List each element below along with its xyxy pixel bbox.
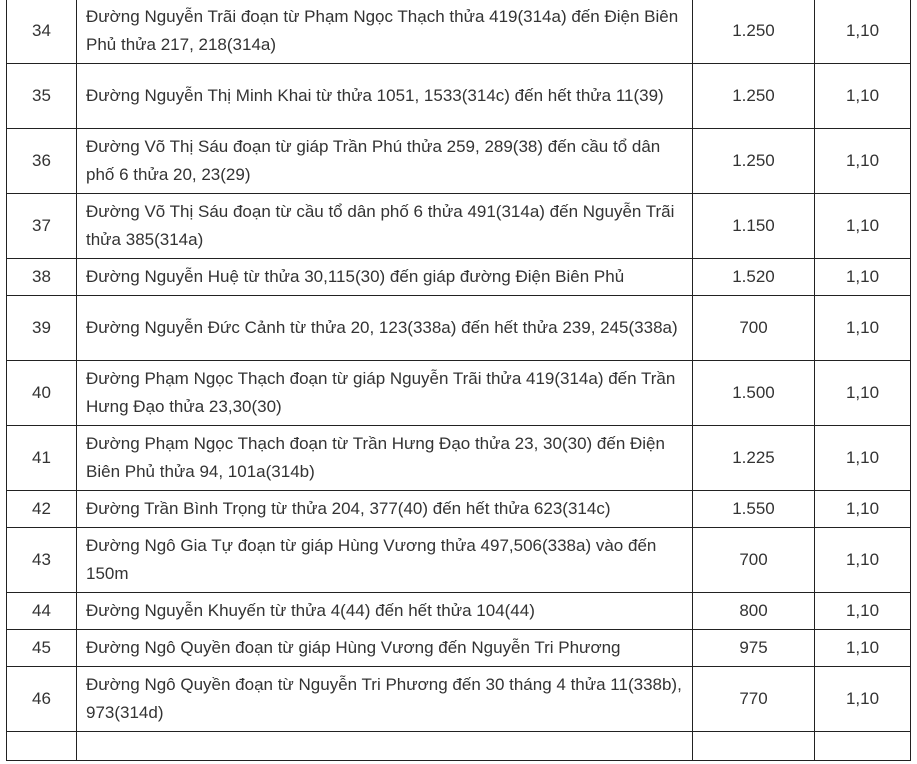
row-number: 46 (7, 667, 77, 732)
street-segment: Đường Ngô Quyền đoạn từ Nguyễn Tri Phương đến 30 tháng 4 thửa 11(338b), 973(314d) (77, 667, 693, 732)
coefficient-value: 1,10 (815, 194, 911, 259)
coefficient-value: 1,10 (815, 129, 911, 194)
table-row (7, 528, 911, 593)
price-value: 1.225 (693, 426, 815, 491)
price-value: 1.520 (693, 259, 815, 296)
price-value: 770 (693, 667, 815, 732)
price-value (693, 732, 815, 761)
price-value: 1.500 (693, 361, 815, 426)
table-row-partial (7, 732, 911, 761)
coefficient-value: 1,10 (815, 259, 911, 296)
coefficient-value: 1,10 (815, 630, 911, 667)
street-segment: Đường Phạm Ngọc Thạch đoạn từ giáp Nguyễn Trãi thửa 419(314a) đến Trần Hưng Đạo thửa 23,30(30) (77, 361, 693, 426)
coefficient-value: 1,10 (815, 426, 911, 491)
price-value: 700 (693, 296, 815, 361)
coefficient-value: 1,10 (815, 64, 911, 129)
coefficient-value: 1,10 (815, 593, 911, 630)
street-segment (77, 732, 693, 761)
price-value: 1.250 (693, 0, 815, 64)
row-number: 36 (7, 129, 77, 194)
street-segment: Đường Trần Bình Trọng từ thửa 204, 377(40) đến hết thửa 623(314c) (77, 491, 693, 528)
street-segment: Đường Võ Thị Sáu đoạn từ cầu tổ dân phố 6 thửa 491(314a) đến Nguyễn Trãi thửa 385(314a) (77, 194, 693, 259)
coefficient-value: 1,10 (815, 528, 911, 593)
street-segment: Đường Nguyễn Thị Minh Khai từ thửa 1051, 1533(314c) đến hết thửa 11(39) (77, 64, 693, 129)
coefficient-value: 1,10 (815, 0, 911, 64)
price-value: 1.150 (693, 194, 815, 259)
row-number: 43 (7, 528, 77, 593)
coefficient-value: 1,10 (815, 491, 911, 528)
street-segment: Đường Nguyễn Khuyến từ thửa 4(44) đến hết thửa 104(44) (77, 593, 693, 630)
street-segment: Đường Phạm Ngọc Thạch đoạn từ Trần Hưng Đạo thửa 23, 30(30) đến Điện Biên Phủ thửa 94, 101a(314b) (77, 426, 693, 491)
table-row (7, 129, 911, 194)
table-row (7, 426, 911, 491)
street-segment: Đường Nguyễn Trãi đoạn từ Phạm Ngọc Thạch thửa 419(314a) đến Điện Biên Phủ thửa 217, 218(314a) (77, 0, 693, 64)
coefficient-value: 1,10 (815, 296, 911, 361)
land-price-table (6, 0, 911, 761)
coefficient-value: 1,10 (815, 361, 911, 426)
table-row (7, 259, 911, 296)
price-value: 700 (693, 528, 815, 593)
street-segment: Đường Nguyễn Huệ từ thửa 30,115(30) đến giáp đường Điện Biên Phủ (77, 259, 693, 296)
row-number: 42 (7, 491, 77, 528)
row-number: 40 (7, 361, 77, 426)
table-row (7, 0, 911, 64)
street-segment: Đường Ngô Quyền đoạn từ giáp Hùng Vương đến Nguyễn Tri Phương (77, 630, 693, 667)
table-row (7, 64, 911, 129)
street-segment: Đường Võ Thị Sáu đoạn từ giáp Trần Phú thửa 259, 289(38) đến cầu tổ dân phố 6 thửa 20, 23(29) (77, 129, 693, 194)
row-number: 45 (7, 630, 77, 667)
street-segment: Đường Ngô Gia Tự đoạn từ giáp Hùng Vương thửa 497,506(338a) vào đến 150m (77, 528, 693, 593)
row-number: 41 (7, 426, 77, 491)
coefficient-value (815, 732, 911, 761)
table-row (7, 194, 911, 259)
coefficient-value: 1,10 (815, 667, 911, 732)
row-number (7, 732, 77, 761)
street-segment: Đường Nguyễn Đức Cảnh từ thửa 20, 123(338a) đến hết thửa 239, 245(338a) (77, 296, 693, 361)
row-number: 39 (7, 296, 77, 361)
price-value: 800 (693, 593, 815, 630)
row-number: 37 (7, 194, 77, 259)
price-value: 1.250 (693, 64, 815, 129)
table-row (7, 491, 911, 528)
row-number: 34 (7, 0, 77, 64)
table-row (7, 593, 911, 630)
row-number: 44 (7, 593, 77, 630)
table-row (7, 296, 911, 361)
price-value: 975 (693, 630, 815, 667)
price-value: 1.250 (693, 129, 815, 194)
row-number: 38 (7, 259, 77, 296)
table-row (7, 361, 911, 426)
table-row (7, 630, 911, 667)
table-row (7, 667, 911, 732)
row-number: 35 (7, 64, 77, 129)
price-value: 1.550 (693, 491, 815, 528)
